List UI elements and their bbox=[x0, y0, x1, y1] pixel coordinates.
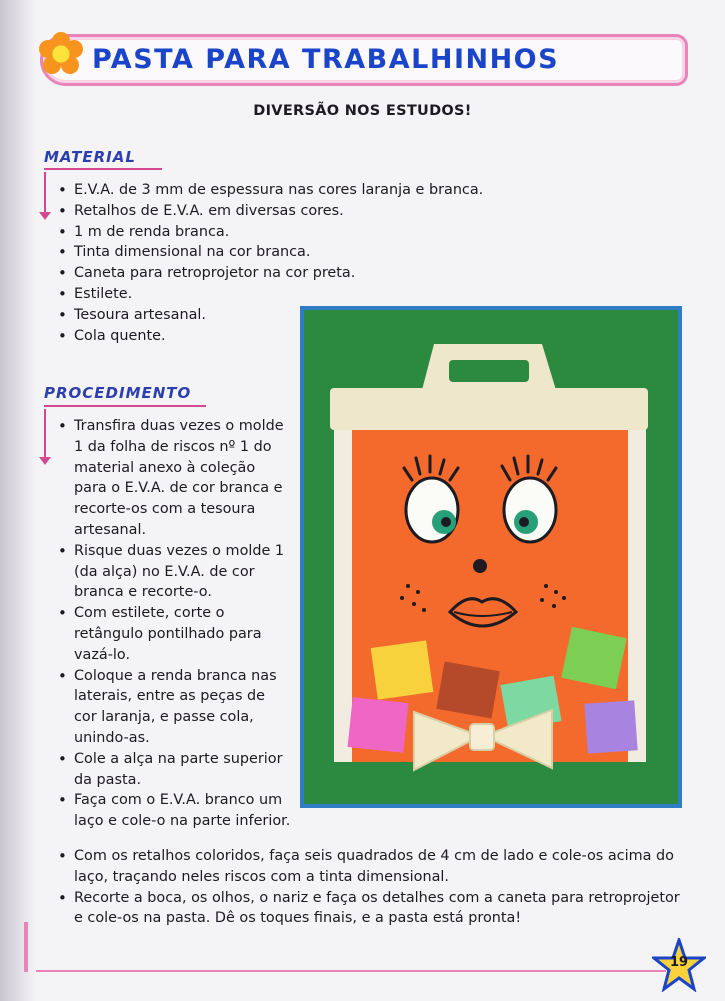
list-item: • Tesoura artesanal. bbox=[52, 305, 522, 326]
procedimento-heading: PROCEDIMENTO bbox=[44, 384, 192, 402]
folder-illustration bbox=[304, 310, 678, 804]
list-item: • Transfira duas vezes o molde 1 da folha de riscos nº 1 do material anexo à coleção para o E.V.A. de cor branca e recorte-os com a tesoura artesanal. bbox=[52, 416, 292, 541]
material-arrow bbox=[44, 172, 46, 214]
procedimento-list-narrow bbox=[52, 416, 292, 832]
list-item: • E.V.A. de 3 mm de espessura nas cores laranja e branca. bbox=[52, 180, 522, 201]
list-item: • Cola quente. bbox=[52, 326, 522, 347]
page-number: 19 bbox=[669, 955, 689, 970]
list-item: • Com os retalhos coloridos, faça seis quadrados de 4 cm de lado e cole-os acima do laço, traçando neles riscos com a tinta dimensional. bbox=[52, 846, 692, 888]
list-item: • Recorte a boca, os olhos, o nariz e faça os detalhes com a caneta para retroprojetor e cole-os na pasta. Dê os toques finais, e a pasta está pronta! bbox=[52, 888, 692, 930]
project-photo bbox=[300, 306, 682, 808]
photo-background bbox=[304, 310, 678, 804]
list-item: • Caneta para retroprojetor na cor preta. bbox=[52, 263, 522, 284]
list-item: • 1 m de renda branca. bbox=[52, 222, 522, 243]
list-item: • Com estilete, corte o retângulo pontilhado para vazá-lo. bbox=[52, 603, 292, 665]
list-item: • Retalhos de E.V.A. em diversas cores. bbox=[52, 201, 522, 222]
procedimento-heading-underline bbox=[44, 405, 206, 407]
flower-icon bbox=[36, 30, 86, 80]
list-item: • Faça com o E.V.A. branco um laço e cole-o na parte inferior. bbox=[52, 790, 292, 832]
procedimento-arrow bbox=[44, 409, 46, 459]
list-item: • Cole a alça na parte superior da pasta. bbox=[52, 749, 292, 791]
page-subtitle: DIVERSÃO NOS ESTUDOS! bbox=[253, 103, 472, 119]
list-item: • Tinta dimensional na cor branca. bbox=[52, 242, 522, 263]
page-shadow bbox=[0, 0, 36, 1001]
list-item: • Risque duas vezes o molde 1 (da alça) no E.V.A. de cor branca e recorte-o. bbox=[52, 541, 292, 603]
list-item: • Coloque a renda branca nas laterais, entre as peças de cor laranja, e passe cola, unindo-as. bbox=[52, 666, 292, 749]
material-heading-underline bbox=[44, 168, 162, 170]
footer-rule bbox=[36, 970, 666, 972]
procedimento-list-wide bbox=[52, 846, 692, 929]
page-title: PASTA PARA TRABALHINHOS bbox=[92, 44, 560, 75]
material-heading: MATERIAL bbox=[44, 148, 136, 166]
footer-accent-bar bbox=[24, 922, 28, 972]
list-item: • Estilete. bbox=[52, 284, 522, 305]
